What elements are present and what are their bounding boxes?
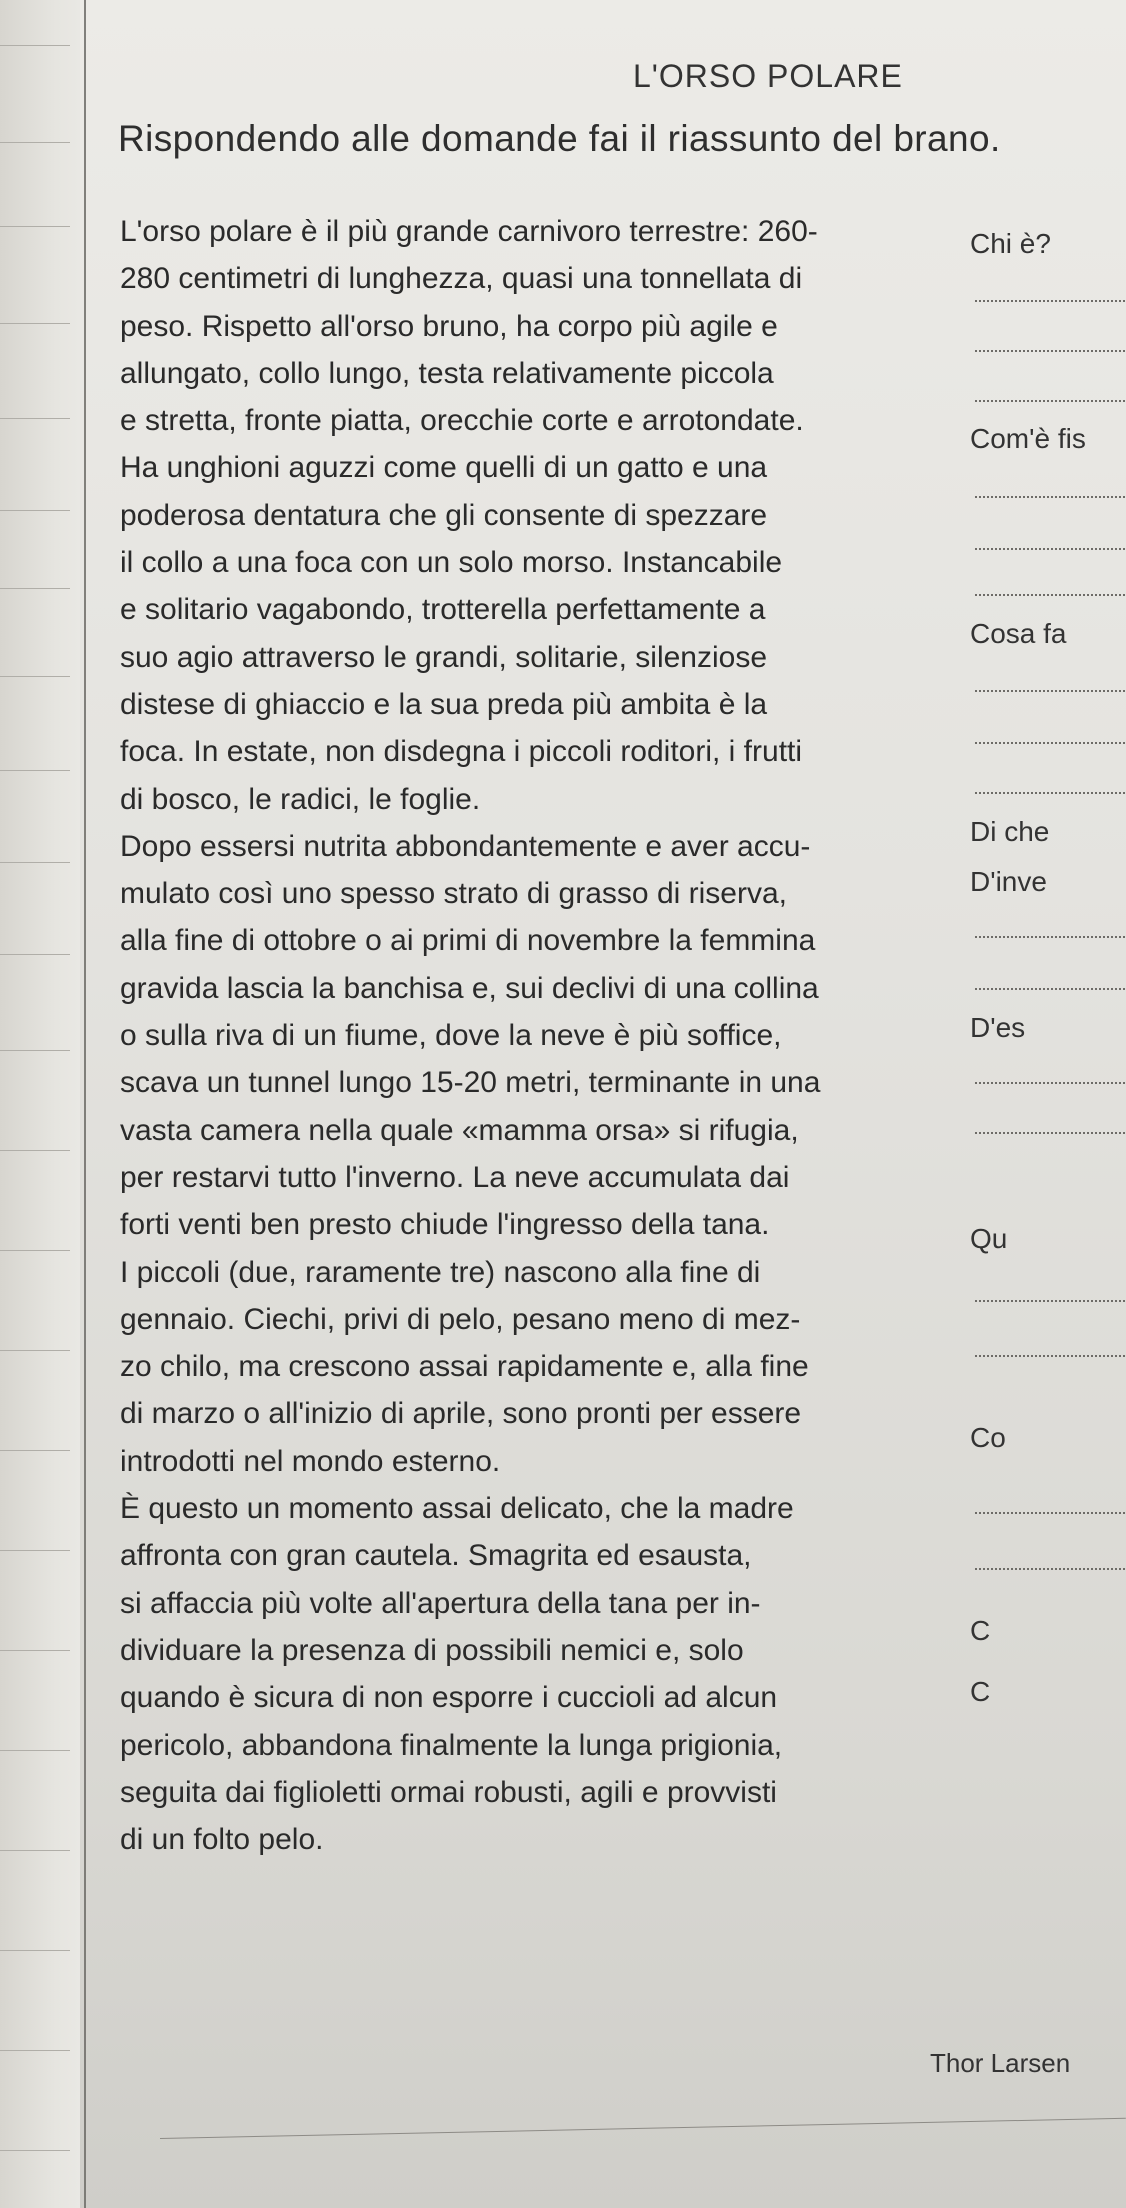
answer-line[interactable] <box>975 496 1125 498</box>
margin-ruled-line <box>0 142 70 143</box>
passage-line: zo chilo, ma crescono assai rapidamente e, alla fine <box>120 1350 809 1384</box>
question-label: Qu <box>970 1223 1008 1254</box>
margin-ruled-line <box>0 510 70 511</box>
margin-ruled-line <box>0 323 70 324</box>
question-label: Chi è? <box>970 228 1051 259</box>
questions-column <box>960 0 1126 2208</box>
margin-ruled-line <box>0 1650 70 1651</box>
margin-ruled-line <box>0 1050 70 1051</box>
question-label: C <box>970 1676 991 1707</box>
question-label: Di che <box>970 816 1050 847</box>
margin-ruled-line <box>0 770 70 771</box>
margin-ruled-line <box>0 1750 70 1751</box>
question-label: Co <box>970 1422 1006 1453</box>
passage-line: I piccoli (due, raramente tre) nascono alla fine di <box>120 1255 761 1289</box>
answer-line[interactable] <box>975 594 1125 596</box>
passage-line: dividuare la presenza di possibili nemici e, solo <box>120 1633 744 1667</box>
passage-line: e solitario vagabondo, trotterella perfettamente a <box>120 593 766 627</box>
passage-line: gravida lascia la banchisa e, sui declivi di una collina <box>120 971 819 1005</box>
margin-ruled-line <box>0 1550 70 1551</box>
passage-line: si affaccia più volte all'apertura della tana per in- <box>120 1586 761 1620</box>
margin-ruled-line <box>0 1450 70 1451</box>
margin-ruled-line <box>0 676 70 677</box>
passage-line: di bosco, le radici, le foglie. <box>120 782 481 816</box>
answer-line[interactable] <box>975 300 1125 302</box>
margin-rule <box>84 0 86 2208</box>
passage-line: pericolo, abbandona finalmente la lunga prigionia, <box>120 1728 783 1762</box>
question-label: D'es <box>970 1012 1026 1043</box>
margin-ruled-line <box>0 1950 70 1951</box>
answer-line[interactable] <box>975 742 1125 744</box>
answer-line[interactable] <box>975 1568 1125 1570</box>
passage-line: quando è sicura di non esporre i cuccioli ad alcun <box>120 1681 778 1715</box>
answer-line[interactable] <box>975 792 1125 794</box>
author-credit: Thor Larsen <box>930 2048 1071 2078</box>
answer-line[interactable] <box>975 690 1125 692</box>
passage-line: gennaio. Ciechi, privi di pelo, pesano meno di mez- <box>120 1302 801 1336</box>
margin-ruled-line <box>0 1850 70 1851</box>
margin-ruled-line <box>0 954 70 955</box>
answer-line[interactable] <box>975 1300 1125 1302</box>
passage-line: vasta camera nella quale «mamma orsa» si rifugia, <box>120 1113 799 1147</box>
margin-ruled-line <box>0 862 70 863</box>
margin-ruled-line <box>0 226 70 227</box>
passage-line: suo agio attraverso le grandi, solitarie, silenziose <box>120 640 768 674</box>
passage-line: il collo a una foca con un solo morso. Instancabile <box>120 546 783 580</box>
answer-line[interactable] <box>975 1355 1125 1357</box>
passage-line: allungato, collo lungo, testa relativamente piccola <box>120 356 774 390</box>
question-label: Cosa fa <box>970 618 1067 649</box>
answer-line[interactable] <box>975 1082 1125 1084</box>
question-label: C <box>970 1615 991 1646</box>
passage-line: affronta con gran cautela. Smagrita ed esausta, <box>120 1539 752 1573</box>
passage-line: 280 centimetri di lunghezza, quasi una tonnellata di <box>120 262 803 296</box>
answer-line[interactable] <box>975 988 1125 990</box>
passage-line: seguita dai figlioletti ormai robusti, agili e provvisti <box>120 1775 777 1809</box>
answer-line[interactable] <box>975 350 1125 352</box>
question-label: Com'è fis <box>970 423 1086 454</box>
answer-line[interactable] <box>975 400 1125 402</box>
margin-ruled-line <box>0 418 70 419</box>
passage-line: L'orso polare è il più grande carnivoro terrestre: 260- <box>120 215 818 248</box>
answer-line[interactable] <box>975 936 1125 938</box>
page-title: L'ORSO POLARE <box>633 58 903 94</box>
margin-ruled-line <box>0 1250 70 1251</box>
answer-line[interactable] <box>975 548 1125 550</box>
passage-line: di un folto pelo. <box>120 1823 324 1857</box>
margin-ruled-line <box>0 1350 70 1351</box>
passage-line: o sulla riva di un fiume, dove la neve è più soffice, <box>120 1019 782 1053</box>
passage-line: distese di ghiaccio e la sua preda più ambita è la <box>120 687 768 721</box>
passage-line: peso. Rispetto all'orso bruno, ha corpo più agile e <box>120 309 778 343</box>
margin-ruled-line <box>0 1150 70 1151</box>
passage-line: alla fine di ottobre o ai primi di novembre la femmina <box>120 924 816 958</box>
passage-line: introdotti nel mondo esterno. <box>120 1444 501 1478</box>
passage-body <box>120 208 980 1863</box>
answer-line[interactable] <box>975 1132 1125 1134</box>
passage-line: di marzo o all'inizio di aprile, sono pronti per essere <box>120 1397 802 1431</box>
instruction-text: Rispondendo alle domande fai il riassunto del brano. <box>118 118 1001 159</box>
passage-line: forti venti ben presto chiude l'ingresso della tana. <box>120 1208 770 1242</box>
question-label: D'inve <box>970 866 1047 897</box>
passage-line: e stretta, fronte piatta, orecchie corte e arrotondate. <box>120 404 804 438</box>
passage-line: mulato così uno spesso strato di grasso di riserva, <box>120 877 787 911</box>
margin-ruled-line <box>0 588 70 589</box>
passage-line: È questo un momento assai delicato, che la madre <box>120 1492 794 1526</box>
page-binding-margin <box>0 0 80 2208</box>
passage-line: Ha unghioni aguzzi come quelli di un gatto e una <box>120 451 768 485</box>
passage-line: per restarvi tutto l'inverno. La neve accumulata dai <box>120 1160 790 1194</box>
margin-ruled-line <box>0 45 70 46</box>
margin-ruled-line <box>0 2150 70 2151</box>
passage-line: poderosa dentatura che gli consente di spezzare <box>120 498 768 532</box>
margin-ruled-line <box>0 2050 70 2051</box>
answer-line[interactable] <box>975 1512 1125 1514</box>
passage-line: scava un tunnel lungo 15-20 metri, terminante in una <box>120 1066 821 1100</box>
passage-line: Dopo essersi nutrita abbondantemente e aver accu- <box>120 829 811 863</box>
passage-line: foca. In estate, non disdegna i piccoli roditori, i frutti <box>120 735 803 769</box>
